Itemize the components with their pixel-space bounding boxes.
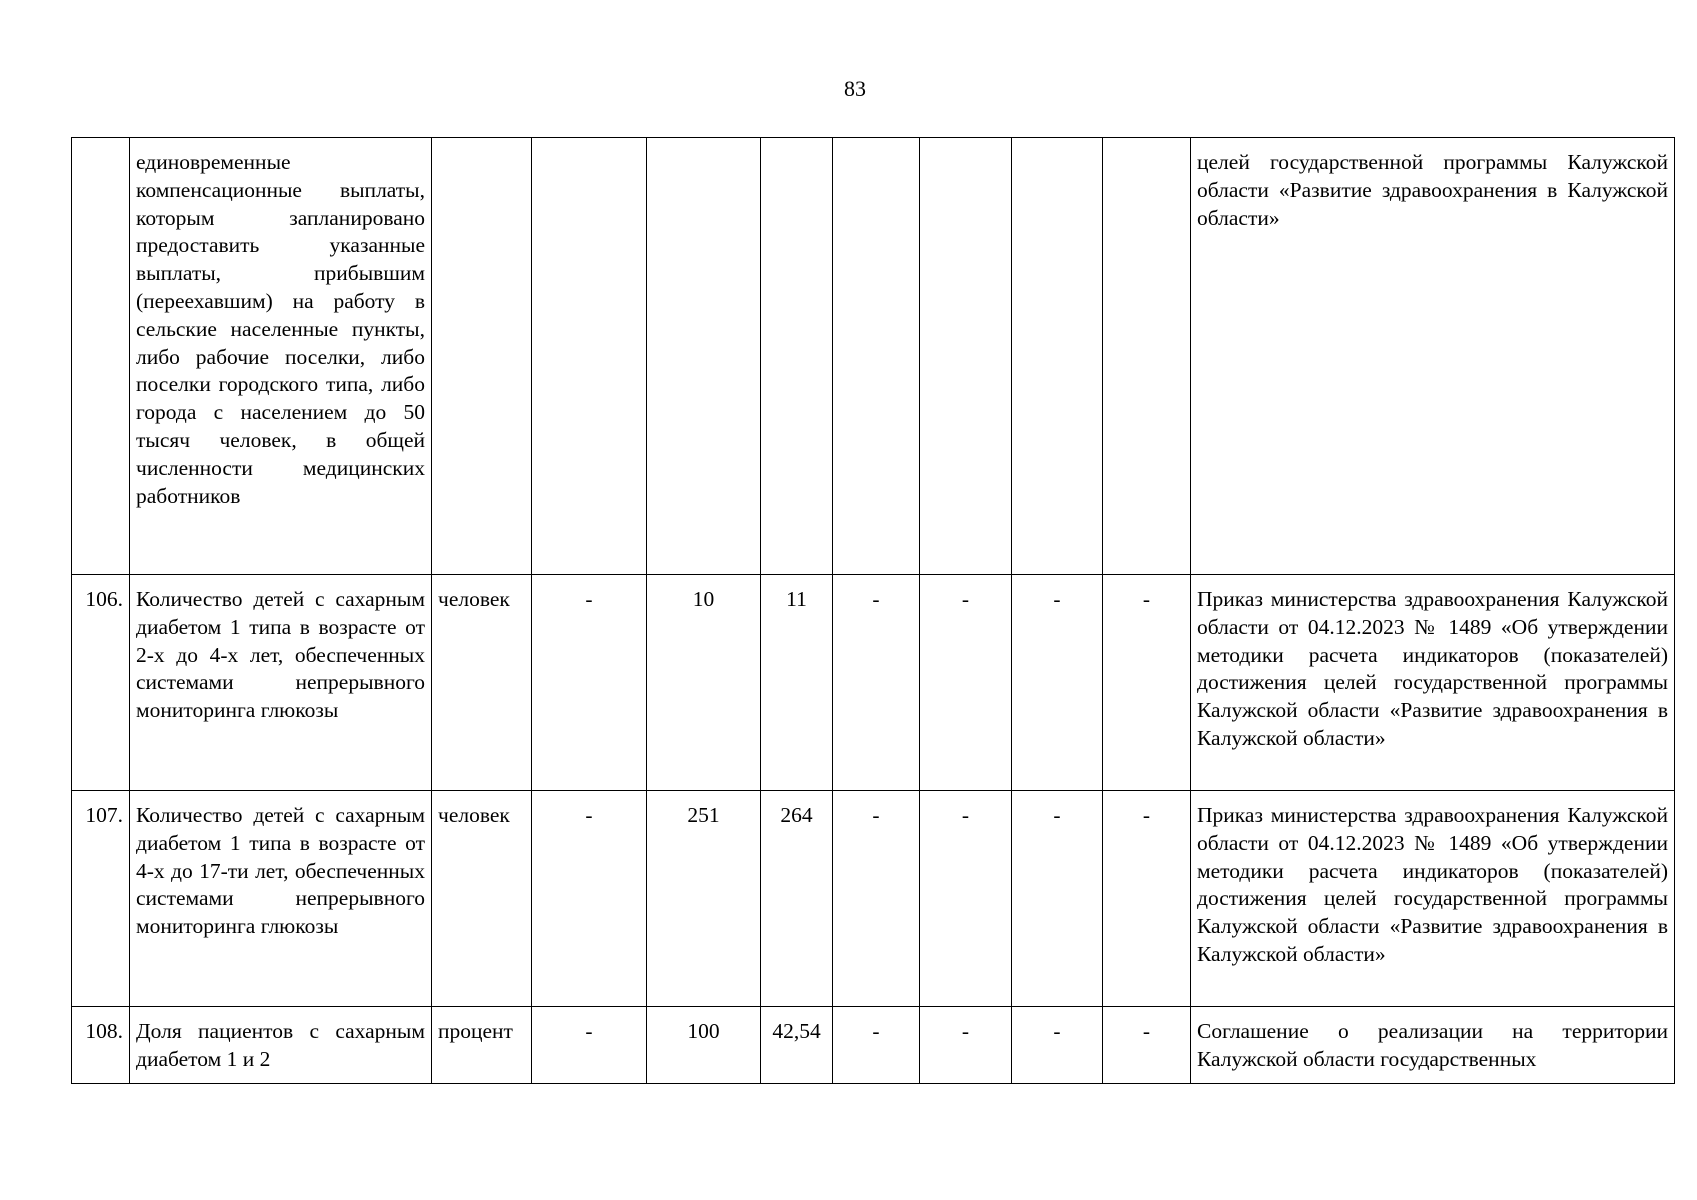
table-row	[72, 138, 1675, 575]
indicator-name: Доля пациентов с сахарным диабетом 1 и 2	[130, 1007, 432, 1084]
indicator-name: единовременные компенсационные выплаты, которым запланировано предоставить указанные выплаты, прибывшим (переехавшим) на работу в сельские населенные пункты, либо рабочие поселки, либо поселки городского типа, либо города с населением до 50 тысяч человек, в общей численности медицинских работников	[130, 138, 432, 575]
unit-cell	[432, 138, 532, 575]
value-cell: -	[1103, 575, 1191, 791]
row-number	[72, 138, 130, 575]
table-row	[72, 791, 1675, 1007]
value-cell: 10	[647, 575, 761, 791]
row-number: 108.	[72, 1007, 130, 1084]
value-cell	[833, 138, 920, 575]
value-cell: 42,54	[761, 1007, 833, 1084]
indicator-name: Количество детей с сахарным диабетом 1 типа в возрасте от 4-х до 17-ти лет, обеспеченных системами непрерывного мониторинга глюкозы	[130, 791, 432, 1007]
value-cell: -	[833, 1007, 920, 1084]
value-cell	[920, 138, 1012, 575]
value-cell: -	[1012, 791, 1103, 1007]
row-number: 107.	[72, 791, 130, 1007]
value-cell	[647, 138, 761, 575]
value-cell: -	[920, 1007, 1012, 1084]
value-cell: -	[532, 791, 647, 1007]
unit-cell: человек	[432, 575, 532, 791]
value-cell: -	[833, 575, 920, 791]
table-row	[72, 1007, 1675, 1084]
value-cell: -	[1103, 791, 1191, 1007]
indicators-table	[71, 137, 1675, 1084]
value-cell	[761, 138, 833, 575]
value-cell	[532, 138, 647, 575]
value-cell: -	[833, 791, 920, 1007]
value-cell: -	[920, 575, 1012, 791]
source-document: целей государственной программы Калужской области «Развитие здравоохранения в Калужской области»	[1191, 138, 1675, 575]
source-document: Приказ министерства здравоохранения Калужской области от 04.12.2023 № 1489 «Об утверждении методики расчета индикаторов (показателей) достижения целей государственной программы Калужской области «Развитие здравоохранения в Калужской области»	[1191, 575, 1675, 791]
value-cell: -	[532, 575, 647, 791]
page-number: 83	[844, 76, 866, 101]
unit-cell: процент	[432, 1007, 532, 1084]
value-cell: -	[1012, 575, 1103, 791]
indicator-name: Количество детей с сахарным диабетом 1 типа в возрасте от 2-х до 4-х лет, обеспеченных системами непрерывного мониторинга глюкозы	[130, 575, 432, 791]
value-cell: 264	[761, 791, 833, 1007]
value-cell	[1012, 138, 1103, 575]
value-cell: -	[1103, 1007, 1191, 1084]
value-cell: -	[1012, 1007, 1103, 1084]
source-document: Соглашение о реализации на территории Калужской области государственных	[1191, 1007, 1675, 1084]
value-cell: 11	[761, 575, 833, 791]
source-document: Приказ министерства здравоохранения Калужской области от 04.12.2023 № 1489 «Об утверждении методики расчета индикаторов (показателей) достижения целей государственной программы Калужской области «Развитие здравоохранения в Калужской области»	[1191, 791, 1675, 1007]
table-row	[72, 575, 1675, 791]
row-number: 106.	[72, 575, 130, 791]
value-cell: 251	[647, 791, 761, 1007]
value-cell: 100	[647, 1007, 761, 1084]
value-cell: -	[920, 791, 1012, 1007]
value-cell	[1103, 138, 1191, 575]
value-cell: -	[532, 1007, 647, 1084]
unit-cell: человек	[432, 791, 532, 1007]
